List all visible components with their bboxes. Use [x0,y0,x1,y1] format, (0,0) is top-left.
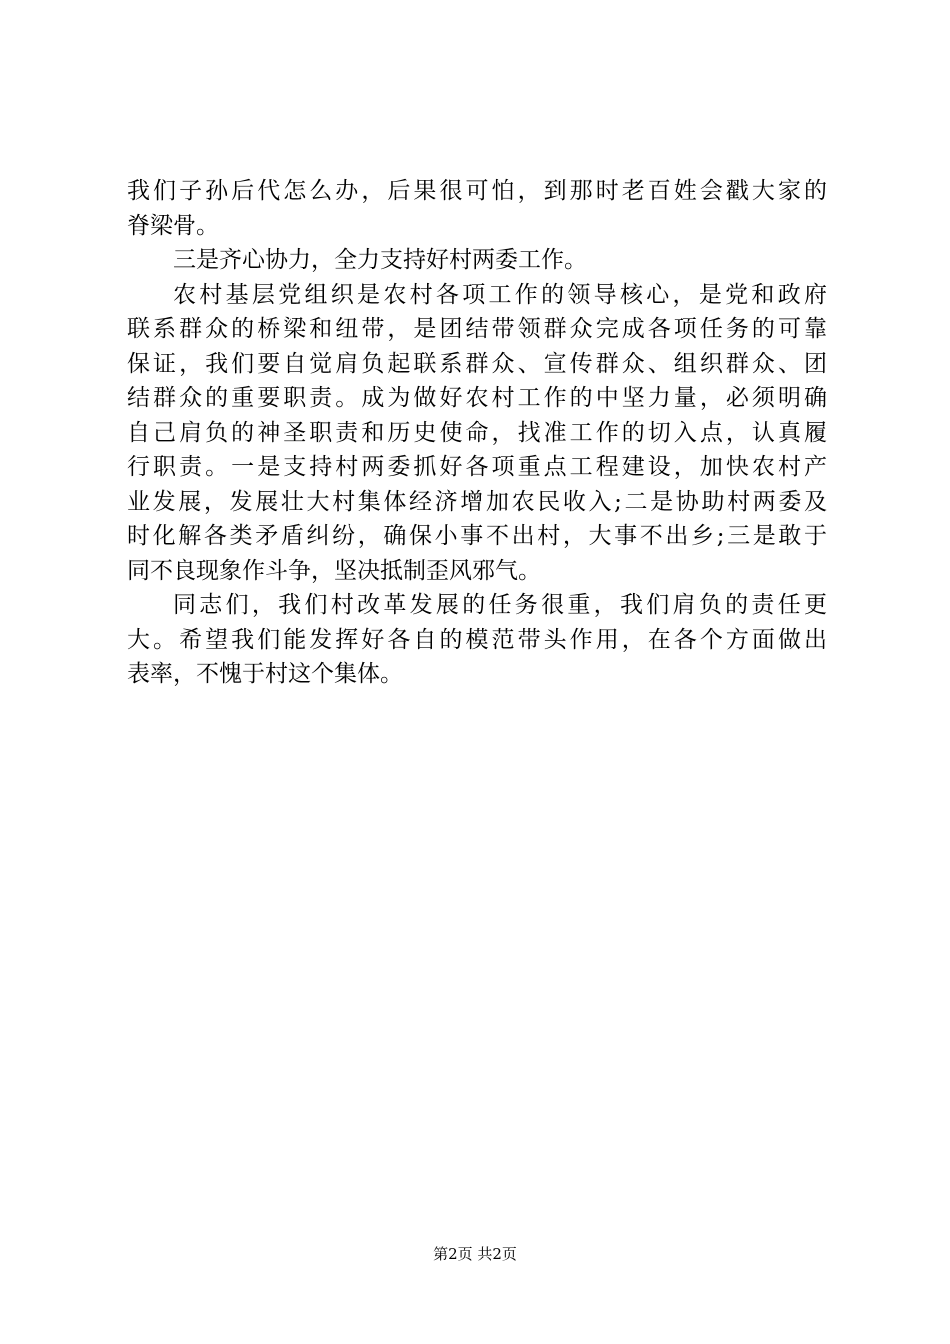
text-line: 自己肩负的神圣职责和历史使命，找准工作的切入点，认真履 [127,419,827,446]
text-line: 表率，不愧于村这个集体。 [127,661,403,687]
text-line: 大。希望我们能发挥好各自的模范带头作用，在各个方面做出 [127,626,827,653]
text-line: 脊梁骨。 [127,212,219,239]
text-line: 我们子孙后代怎么办，后果很可怕，到那时老百姓会戳大家的 [127,178,827,204]
text-line: 同志们，我们村改革发展的任务很重，我们肩负的责任更 [173,592,827,618]
text-line: 联系群众的桥梁和纽带，是团结带领群众完成各项任务的可靠 [127,316,827,342]
text-line: 结群众的重要职责。成为做好农村工作的中坚力量，必须明确 [127,385,827,411]
page-number-footer: 第2页 共2页 [433,1245,517,1263]
text-line: 行职责。一是支持村两委抓好各项重点工程建设，加快农村产 [127,454,827,480]
text-line: 业发展，发展壮大村集体经济增加农民收入;二是协助村两委及 [127,488,827,515]
text-line: 保证，我们要自觉肩负起联系群众、宣传群众、组织群众、团 [127,350,827,377]
document-body [127,174,827,692]
text-line: 同不良现象作斗争，坚决抵制歪风邪气。 [127,557,541,584]
text-line: 时化解各类矛盾纠纷，确保小事不出村，大事不出乡;三是敢于 [127,523,827,549]
paragraph-heading: 三是齐心协力，全力支持好村两委工作。 [173,247,587,273]
text-line: 农村基层党组织是农村各项工作的领导核心，是党和政府 [173,281,827,308]
